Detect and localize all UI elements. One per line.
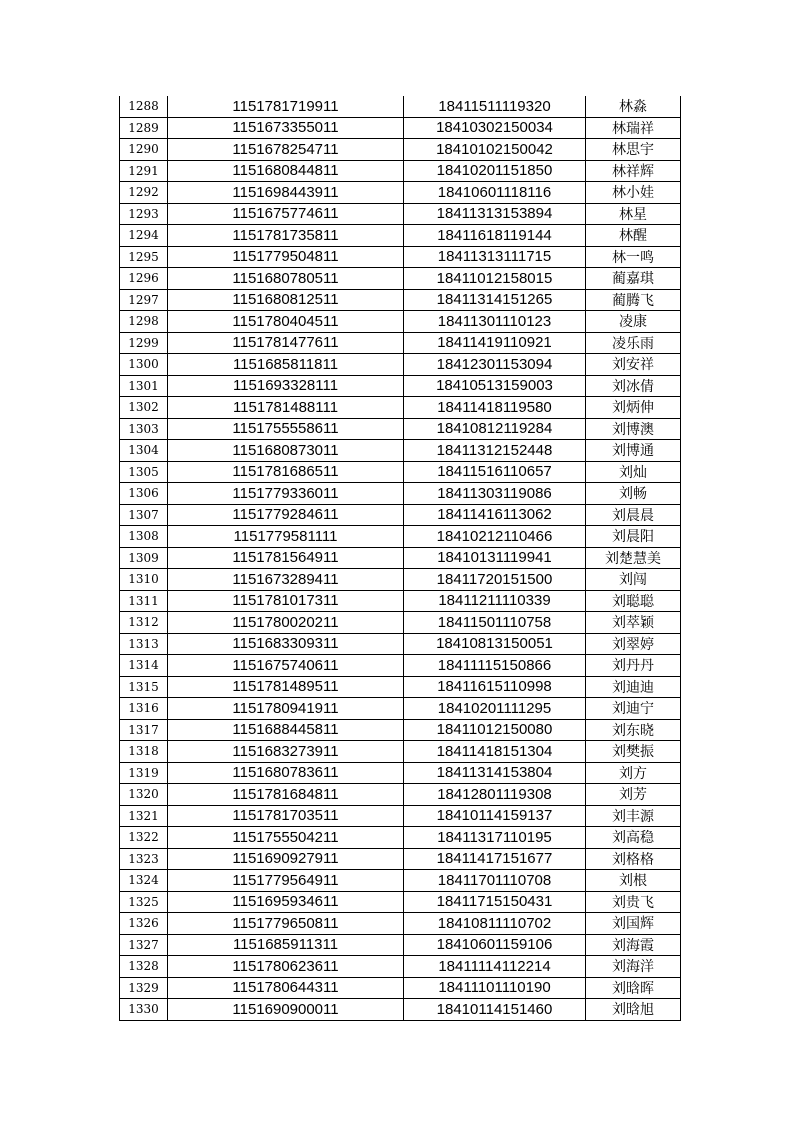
id-number-cell: 1151780404511 — [168, 311, 404, 333]
name-cell: 刘炳伸 — [586, 397, 681, 419]
id-number-cell: 1151680873011 — [168, 440, 404, 462]
table-row — [120, 977, 681, 999]
row-index-cell: 1323 — [120, 848, 168, 870]
table-row — [120, 999, 681, 1021]
table-row — [120, 268, 681, 290]
table-row — [120, 96, 681, 117]
row-index-cell: 1300 — [120, 354, 168, 376]
table-row — [120, 311, 681, 333]
row-index-cell: 1309 — [120, 547, 168, 569]
name-cell: 刘丹丹 — [586, 655, 681, 677]
name-cell: 刘博澳 — [586, 418, 681, 440]
id-number-cell: 1151690900011 — [168, 999, 404, 1021]
name-cell: 刘聪聪 — [586, 590, 681, 612]
id-number-cell: 1151781488111 — [168, 397, 404, 419]
exam-number-cell: 18411101110190 — [404, 977, 586, 999]
exam-number-cell: 18411211110339 — [404, 590, 586, 612]
row-index-cell: 1325 — [120, 891, 168, 913]
id-number-cell: 1151690927911 — [168, 848, 404, 870]
id-number-cell: 1151685811811 — [168, 354, 404, 376]
id-number-cell: 1151781017311 — [168, 590, 404, 612]
exam-number-cell: 18411511119320 — [404, 96, 586, 117]
exam-number-cell: 18411114112214 — [404, 956, 586, 978]
row-index-cell: 1293 — [120, 203, 168, 225]
table-row — [120, 612, 681, 634]
table-row — [120, 569, 681, 591]
table-row — [120, 160, 681, 182]
exam-number-cell: 18411720151500 — [404, 569, 586, 591]
exam-number-cell: 18412301153094 — [404, 354, 586, 376]
table-row — [120, 633, 681, 655]
table-row — [120, 913, 681, 935]
row-index-cell: 1313 — [120, 633, 168, 655]
table-row — [120, 848, 681, 870]
table-row — [120, 526, 681, 548]
name-cell: 蔺嘉琪 — [586, 268, 681, 290]
name-cell: 刘高稳 — [586, 827, 681, 849]
table-row — [120, 440, 681, 462]
name-cell: 刘格格 — [586, 848, 681, 870]
table-row — [120, 117, 681, 139]
table-row — [120, 375, 681, 397]
id-number-cell: 1151781735811 — [168, 225, 404, 247]
table-row — [120, 418, 681, 440]
id-number-cell: 1151678254711 — [168, 139, 404, 161]
name-cell: 刘安祥 — [586, 354, 681, 376]
row-index-cell: 1311 — [120, 590, 168, 612]
id-number-cell: 1151688445811 — [168, 719, 404, 741]
row-index-cell: 1295 — [120, 246, 168, 268]
row-index-cell: 1305 — [120, 461, 168, 483]
table-row — [120, 203, 681, 225]
table-row — [120, 698, 681, 720]
exam-number-cell: 18410131119941 — [404, 547, 586, 569]
row-index-cell: 1304 — [120, 440, 168, 462]
table-row — [120, 762, 681, 784]
id-number-cell: 1151779336011 — [168, 483, 404, 505]
id-number-cell: 1151675740611 — [168, 655, 404, 677]
table-row — [120, 891, 681, 913]
row-index-cell: 1318 — [120, 741, 168, 763]
table-row — [120, 354, 681, 376]
row-index-cell: 1316 — [120, 698, 168, 720]
id-number-cell: 1151680780511 — [168, 268, 404, 290]
row-index-cell: 1288 — [120, 96, 168, 117]
row-index-cell: 1310 — [120, 569, 168, 591]
exam-number-cell: 18410302150034 — [404, 117, 586, 139]
name-cell: 刘晨晨 — [586, 504, 681, 526]
name-cell: 蔺腾飞 — [586, 289, 681, 311]
id-number-cell: 1151779504811 — [168, 246, 404, 268]
exam-number-cell: 18410201111295 — [404, 698, 586, 720]
row-index-cell: 1327 — [120, 934, 168, 956]
id-number-cell: 1151683273911 — [168, 741, 404, 763]
table-row — [120, 676, 681, 698]
name-cell: 刘萃颖 — [586, 612, 681, 634]
row-index-cell: 1308 — [120, 526, 168, 548]
id-number-cell: 1151781703511 — [168, 805, 404, 827]
id-number-cell: 1151780020211 — [168, 612, 404, 634]
row-index-cell: 1321 — [120, 805, 168, 827]
row-index-cell: 1303 — [120, 418, 168, 440]
row-index-cell: 1328 — [120, 956, 168, 978]
id-number-cell: 1151673355011 — [168, 117, 404, 139]
exam-number-cell: 18411115150866 — [404, 655, 586, 677]
exam-number-cell: 18411615110998 — [404, 676, 586, 698]
table-row — [120, 289, 681, 311]
exam-number-cell: 18411314151265 — [404, 289, 586, 311]
row-index-cell: 1299 — [120, 332, 168, 354]
table-row — [120, 655, 681, 677]
row-index-cell: 1317 — [120, 719, 168, 741]
id-number-cell: 1151779564911 — [168, 870, 404, 892]
table-row — [120, 504, 681, 526]
id-number-cell: 1151781564911 — [168, 547, 404, 569]
table-row — [120, 225, 681, 247]
row-index-cell: 1306 — [120, 483, 168, 505]
name-cell: 刘芳 — [586, 784, 681, 806]
exam-number-cell: 18411312152448 — [404, 440, 586, 462]
row-index-cell: 1329 — [120, 977, 168, 999]
id-number-cell: 1151779284611 — [168, 504, 404, 526]
exam-number-cell: 18411417151677 — [404, 848, 586, 870]
id-number-cell: 1151781719911 — [168, 96, 404, 117]
row-index-cell: 1292 — [120, 182, 168, 204]
exam-number-cell: 18411303119086 — [404, 483, 586, 505]
exam-number-cell: 18410601118116 — [404, 182, 586, 204]
table-row — [120, 934, 681, 956]
id-number-cell: 1151683309311 — [168, 633, 404, 655]
exam-number-cell: 18410114151460 — [404, 999, 586, 1021]
row-index-cell: 1314 — [120, 655, 168, 677]
exam-number-cell: 18411314153804 — [404, 762, 586, 784]
row-index-cell: 1291 — [120, 160, 168, 182]
exam-number-cell: 18411516110657 — [404, 461, 586, 483]
name-cell: 刘迪宁 — [586, 698, 681, 720]
name-cell: 刘畅 — [586, 483, 681, 505]
row-index-cell: 1302 — [120, 397, 168, 419]
row-index-cell: 1330 — [120, 999, 168, 1021]
name-cell: 林一鸣 — [586, 246, 681, 268]
id-number-cell: 1151780644311 — [168, 977, 404, 999]
name-cell: 林淼 — [586, 96, 681, 117]
exam-number-cell: 18411416113062 — [404, 504, 586, 526]
table-row — [120, 784, 681, 806]
exam-number-cell: 18410212110466 — [404, 526, 586, 548]
row-index-cell: 1324 — [120, 870, 168, 892]
id-number-cell: 1151781686511 — [168, 461, 404, 483]
name-cell: 刘晗晖 — [586, 977, 681, 999]
exam-number-cell: 18411501110758 — [404, 612, 586, 634]
name-cell: 刘海洋 — [586, 956, 681, 978]
table-row — [120, 397, 681, 419]
name-cell: 刘丰源 — [586, 805, 681, 827]
name-cell: 凌乐雨 — [586, 332, 681, 354]
table-row — [120, 590, 681, 612]
name-cell: 刘翠婷 — [586, 633, 681, 655]
name-cell: 林思宇 — [586, 139, 681, 161]
table-row — [120, 139, 681, 161]
row-index-cell: 1312 — [120, 612, 168, 634]
row-index-cell: 1322 — [120, 827, 168, 849]
row-index-cell: 1298 — [120, 311, 168, 333]
exam-number-cell: 18410201151850 — [404, 160, 586, 182]
row-index-cell: 1296 — [120, 268, 168, 290]
row-index-cell: 1315 — [120, 676, 168, 698]
row-index-cell: 1290 — [120, 139, 168, 161]
table-row — [120, 956, 681, 978]
id-number-cell: 1151779650811 — [168, 913, 404, 935]
id-number-cell: 1151780623611 — [168, 956, 404, 978]
table-row — [120, 827, 681, 849]
exam-number-cell: 18411317110195 — [404, 827, 586, 849]
name-cell: 刘楚慧美 — [586, 547, 681, 569]
id-number-cell: 1151680812511 — [168, 289, 404, 311]
exam-number-cell: 18410102150042 — [404, 139, 586, 161]
row-index-cell: 1297 — [120, 289, 168, 311]
name-cell: 刘方 — [586, 762, 681, 784]
id-number-cell: 1151695934611 — [168, 891, 404, 913]
exam-number-cell: 18411301110123 — [404, 311, 586, 333]
name-cell: 林小娃 — [586, 182, 681, 204]
name-cell: 刘根 — [586, 870, 681, 892]
exam-number-cell: 18411418119580 — [404, 397, 586, 419]
id-number-cell: 1151675774611 — [168, 203, 404, 225]
name-cell: 林醒 — [586, 225, 681, 247]
exam-number-cell: 18412801119308 — [404, 784, 586, 806]
exam-number-cell: 18411418151304 — [404, 741, 586, 763]
id-number-cell: 1151755504211 — [168, 827, 404, 849]
name-cell: 刘海霞 — [586, 934, 681, 956]
id-number-cell: 1151680844811 — [168, 160, 404, 182]
name-cell: 林瑞祥 — [586, 117, 681, 139]
name-cell: 刘贵飞 — [586, 891, 681, 913]
roster-table — [119, 96, 681, 1021]
table-row — [120, 483, 681, 505]
id-number-cell: 1151779581111 — [168, 526, 404, 548]
table-row — [120, 741, 681, 763]
row-index-cell: 1326 — [120, 913, 168, 935]
exam-number-cell: 18411012150080 — [404, 719, 586, 741]
table-row — [120, 182, 681, 204]
exam-number-cell: 18411618119144 — [404, 225, 586, 247]
row-index-cell: 1289 — [120, 117, 168, 139]
name-cell: 刘闯 — [586, 569, 681, 591]
name-cell: 刘国辉 — [586, 913, 681, 935]
id-number-cell: 1151781489511 — [168, 676, 404, 698]
name-cell: 刘迪迪 — [586, 676, 681, 698]
exam-number-cell: 18410812119284 — [404, 418, 586, 440]
id-number-cell: 1151780941911 — [168, 698, 404, 720]
row-index-cell: 1307 — [120, 504, 168, 526]
name-cell: 刘晨阳 — [586, 526, 681, 548]
row-index-cell: 1301 — [120, 375, 168, 397]
exam-number-cell: 18411313111715 — [404, 246, 586, 268]
exam-number-cell: 18410811110702 — [404, 913, 586, 935]
name-cell: 刘博通 — [586, 440, 681, 462]
exam-number-cell: 18411419110921 — [404, 332, 586, 354]
name-cell: 凌康 — [586, 311, 681, 333]
table-row — [120, 332, 681, 354]
id-number-cell: 1151698443911 — [168, 182, 404, 204]
exam-number-cell: 18410513159003 — [404, 375, 586, 397]
id-number-cell: 1151673289411 — [168, 569, 404, 591]
exam-number-cell: 18411313153894 — [404, 203, 586, 225]
id-number-cell: 1151693328111 — [168, 375, 404, 397]
exam-number-cell: 18411701110708 — [404, 870, 586, 892]
table-row — [120, 719, 681, 741]
id-number-cell: 1151680783611 — [168, 762, 404, 784]
id-number-cell: 1151781684811 — [168, 784, 404, 806]
name-cell: 林星 — [586, 203, 681, 225]
name-cell: 刘晗旭 — [586, 999, 681, 1021]
table-row — [120, 246, 681, 268]
name-cell: 林祥辉 — [586, 160, 681, 182]
name-cell: 刘冰倩 — [586, 375, 681, 397]
exam-number-cell: 18410813150051 — [404, 633, 586, 655]
name-cell: 刘樊振 — [586, 741, 681, 763]
id-number-cell: 1151781477611 — [168, 332, 404, 354]
roster-table-body — [120, 96, 681, 1020]
row-index-cell: 1294 — [120, 225, 168, 247]
table-row — [120, 805, 681, 827]
exam-number-cell: 18411715150431 — [404, 891, 586, 913]
id-number-cell: 1151685911311 — [168, 934, 404, 956]
row-index-cell: 1319 — [120, 762, 168, 784]
id-number-cell: 1151755558611 — [168, 418, 404, 440]
table-row — [120, 461, 681, 483]
exam-number-cell: 18411012158015 — [404, 268, 586, 290]
name-cell: 刘东晓 — [586, 719, 681, 741]
table-row — [120, 870, 681, 892]
exam-number-cell: 18410114159137 — [404, 805, 586, 827]
row-index-cell: 1320 — [120, 784, 168, 806]
table-row — [120, 547, 681, 569]
name-cell: 刘灿 — [586, 461, 681, 483]
exam-number-cell: 18410601159106 — [404, 934, 586, 956]
